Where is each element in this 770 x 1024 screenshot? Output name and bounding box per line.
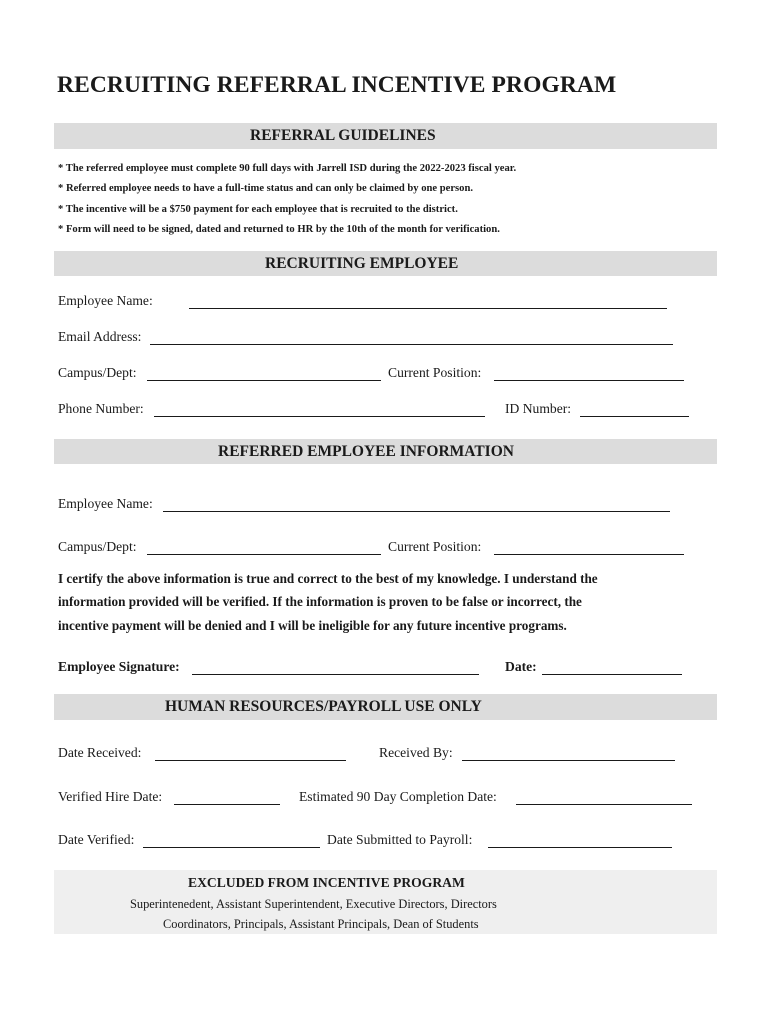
referral-guidelines-header [54, 123, 717, 149]
received-by-label: Received By: [379, 745, 453, 760]
referred-position-field[interactable] [494, 542, 684, 555]
received-by-field[interactable] [462, 748, 675, 761]
recruiter-campus-label: Campus/Dept: [58, 365, 137, 380]
date-received-label: Date Received: [58, 745, 142, 760]
guideline-item: * The referred employee must complete 90 full days with Jarrell ISD during the 2022-2023 fiscal year. [58, 163, 517, 174]
recruiting-employee-heading: RECRUITING EMPLOYEE [265, 254, 459, 272]
guideline-item: * The incentive will be a $750 payment for each employee that is recruited to the district. [58, 204, 458, 215]
estimated-completion-field[interactable] [516, 792, 692, 805]
referral-guidelines-heading: REFERRAL GUIDELINES [250, 127, 436, 144]
signature-date-label: Date: [505, 659, 537, 674]
signature-label: Employee Signature: [58, 659, 180, 674]
hr-payroll-header [54, 694, 717, 720]
signature-field[interactable] [192, 662, 479, 675]
recruiter-campus-field[interactable] [147, 368, 381, 381]
recruiter-id-label: ID Number: [505, 401, 572, 416]
signature-date-field[interactable] [542, 662, 682, 675]
excluded-roles-line: Superintenedent, Assistant Superintendent, Executive Directors, Directors [130, 897, 497, 911]
recruiter-email-label: Email Address: [58, 329, 142, 344]
recruiter-email-field[interactable] [150, 332, 673, 345]
date-verified-field[interactable] [143, 835, 320, 848]
certification-text: incentive payment will be denied and I will be ineligible for any future incentive programs. [58, 618, 567, 633]
referred-employee-heading: REFERRED EMPLOYEE INFORMATION [218, 442, 514, 460]
verified-hire-date-label: Verified Hire Date: [58, 789, 163, 804]
guideline-item: * Form will need to be signed, dated and returned to HR by the 10th of the month for verification. [58, 224, 500, 235]
date-received-field[interactable] [155, 748, 346, 761]
date-submitted-label: Date Submitted to Payroll: [327, 832, 473, 847]
referred-campus-field[interactable] [147, 542, 381, 555]
page-title: RECRUITING REFERRAL INCENTIVE PROGRAM [57, 72, 617, 98]
date-verified-label: Date Verified: [58, 832, 135, 847]
referred-name-label: Employee Name: [58, 496, 153, 511]
recruiter-name-field[interactable] [189, 296, 667, 309]
verified-hire-date-field[interactable] [174, 792, 280, 805]
referred-position-label: Current Position: [388, 539, 482, 554]
recruiter-phone-label: Phone Number: [58, 401, 144, 416]
hr-payroll-heading: HUMAN RESOURCES/PAYROLL USE ONLY [165, 698, 482, 715]
recruiter-name-label: Employee Name: [58, 293, 153, 308]
date-submitted-field[interactable] [488, 835, 672, 848]
recruiting-employee-header [54, 251, 717, 276]
estimated-completion-label: Estimated 90 Day Completion Date: [299, 789, 497, 804]
recruiter-id-field[interactable] [580, 404, 689, 417]
certification-text: I certify the above information is true and correct to the best of my knowledge. I understand the [58, 571, 598, 586]
excluded-roles-line: Coordinators, Principals, Assistant Principals, Dean of Students [163, 917, 479, 931]
recruiter-phone-field[interactable] [154, 404, 485, 417]
recruiter-position-label: Current Position: [388, 365, 482, 380]
referred-employee-header [54, 439, 717, 464]
excluded-heading: EXCLUDED FROM INCENTIVE PROGRAM [188, 875, 465, 890]
certification-text: information provided will be verified. If the information is proven to be false or incorrect, the [58, 594, 582, 609]
referred-name-field[interactable] [163, 499, 670, 512]
referred-campus-label: Campus/Dept: [58, 539, 137, 554]
recruiter-position-field[interactable] [494, 368, 684, 381]
guideline-item: * Referred employee needs to have a full-time status and can only be claimed by one person. [58, 183, 473, 194]
